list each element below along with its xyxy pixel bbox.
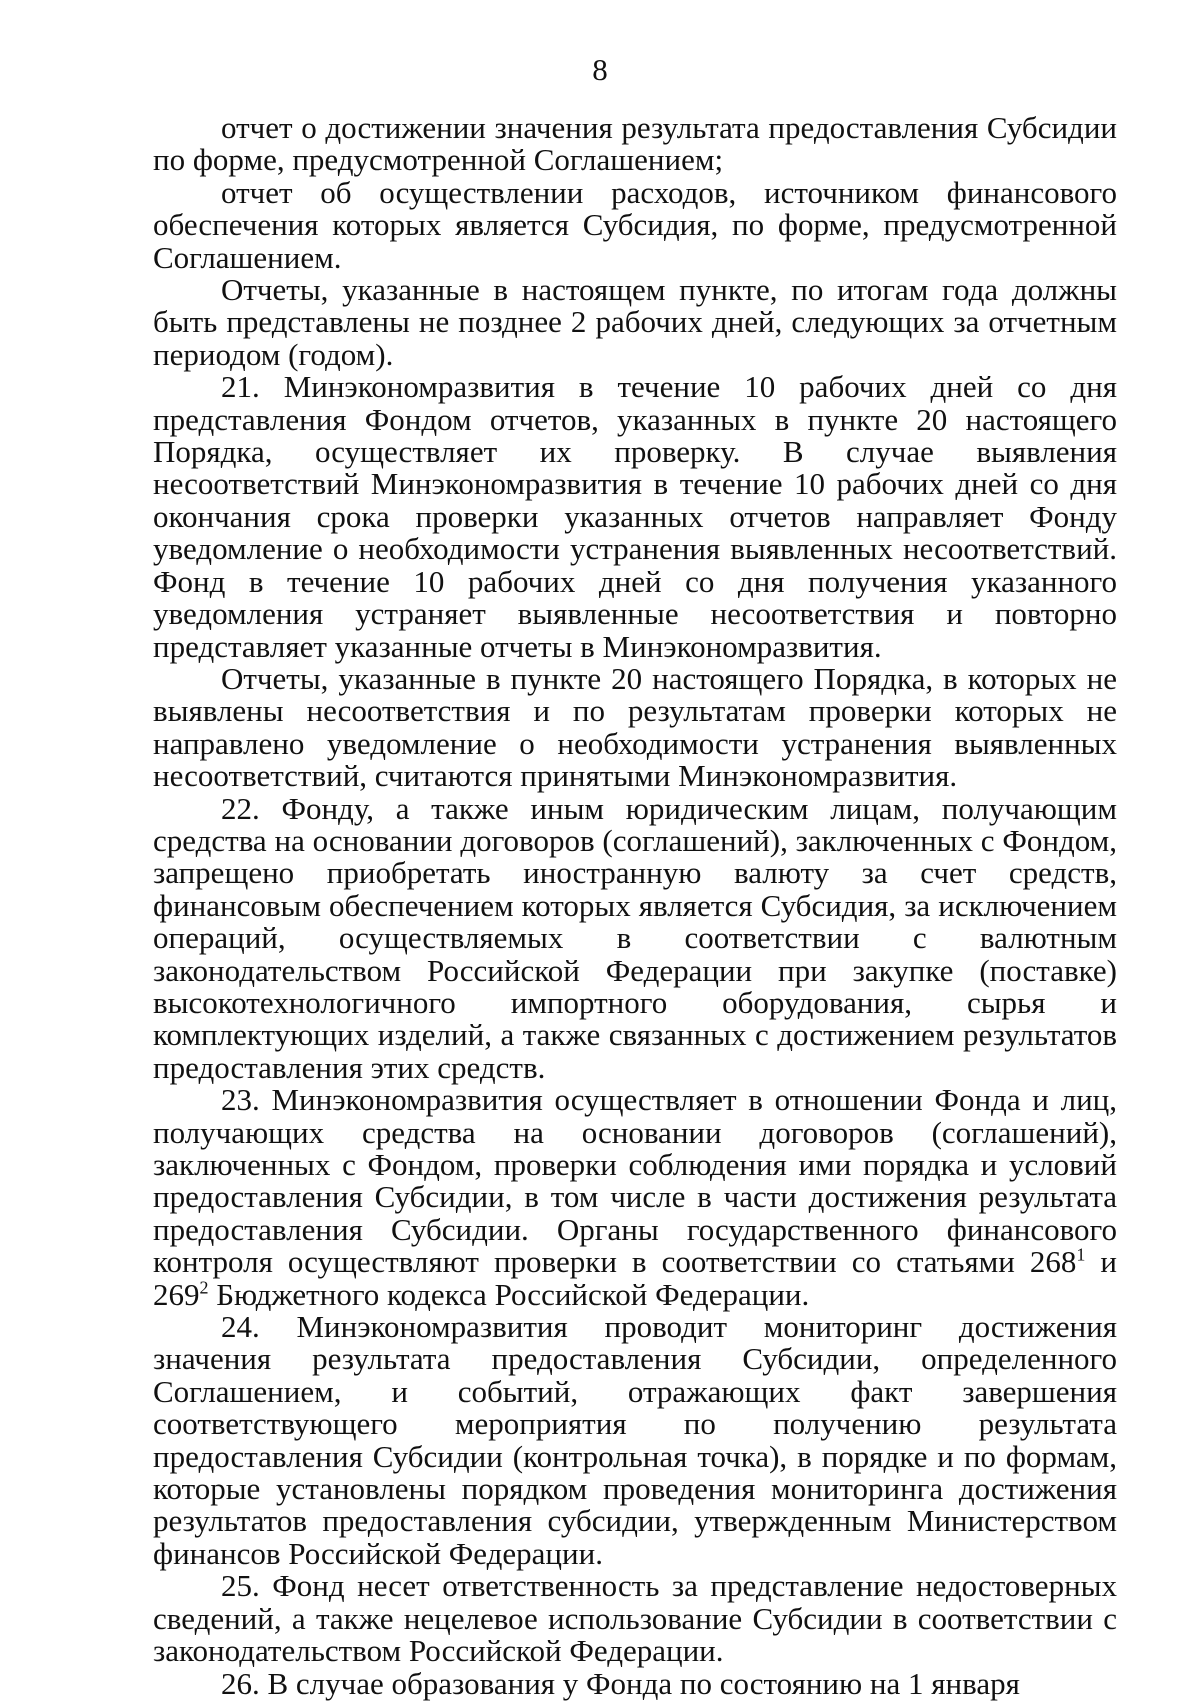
- page-number: 8: [592, 52, 608, 87]
- document-body: [153, 112, 1117, 1700]
- paragraph-clause-21: 21. Минэкономразвития в течение 10 рабочих дней со дня представления Фондом отчетов, указанных в пункте 20 настоящего Порядка, осуществляет их проверку. В случае выявления несоответствий Минэкономразвития в течение 10 рабочих дней со дня окончания срока проверки указанных отчетов направляет Фонду уведомление о необходимости устранения выявленных несоответствий. Фонд в течение 10 рабочих дней со дня получения указанного уведомления устраняет выявленные несоответствия и повторно представляет указанные отчеты в Минэкономразвития.: [153, 369, 1117, 664]
- paragraph-clause-21-accepted: Отчеты, указанные в пункте 20 настоящего Порядка, в которых не выявлены несоответствия и по результатам проверки которых не направлено уведомление о необходимости устранения выявленных несоответствий, считаются принятыми Минэкономразвития.: [153, 660, 1117, 794]
- clause-23-text-mid: и 269: [153, 1244, 1118, 1312]
- paragraph-reports-deadline: Отчеты, указанные в настоящем пункте, по итогам года должны быть представлены не позднее 2 рабочих дней, следующих за отчетным периодом (годом).: [153, 272, 1117, 372]
- paragraph-clause-25: 25. Фонд несет ответственность за представление недостоверных сведений, а также нецелевое использование Субсидии в соответствии с законодательством Российской Федерации.: [153, 1568, 1117, 1669]
- paragraph-clause-24: 24. Минэкономразвития проводит мониторинг достижения значения результата предоставления Субсидии, определенного Соглашением, и событий, отражающих факт завершения соответствующего мероприятия по получению результата предоставления Субсидии (контрольная точка), в порядке и по формам, которые установлены порядком проведения мониторинга достижения результатов предоставления субсидии, утвержденным Министерством финансов Российской Федерации.: [153, 1309, 1117, 1571]
- paragraph-clause-26: 26. В случае образования у Фонда по состоянию на 1 января: [221, 1665, 1020, 1701]
- clause-23-text-after: Бюджетного кодекса Российской Федерации.: [208, 1276, 810, 1312]
- paragraph-clause-22: 22. Фонду, а также иным юридическим лицам, получающим средства на основании договоров (соглашений), заключенных с Фондом, запрещено приобретать иностранную валюту за счет средств, финансовым обеспечением которых является Субсидия, за исключением операций, осуществляемых в соответствии с валютным законодательством Российской Федерации при закупке (поставке) высокотехнологичного импортного оборудования, сырья и комплектующих изделий, а также связанных с достижением результатов предоставления этих средств.: [153, 790, 1117, 1085]
- article-269-superscript: 2: [199, 1277, 209, 1298]
- article-268-superscript: 1: [1076, 1244, 1086, 1265]
- paragraph-report-result: отчет о достижении значения результата предоставления Субсидии по форме, предусмотренной Соглашением;: [153, 110, 1117, 178]
- clause-23-text-before: 23. Минэкономразвития осуществляет в отношении Фонда и лиц, получающих средства на основании договоров (соглашений), заключенных с Фондом, проверки соблюдения ими порядка и условий предоставления Субсидии, в том числе в части достижения результата предоставления Субсидии. Органы государственного финансового контроля осуществляют проверки в соответствии со статьями 268: [153, 1082, 1117, 1280]
- paragraph-clause-23: [153, 1084, 1117, 1311]
- paragraph-report-expenses: отчет об осуществлении расходов, источником финансового обеспечения которых является Субсидия, по форме, предусмотренной Соглашением.: [153, 174, 1117, 275]
